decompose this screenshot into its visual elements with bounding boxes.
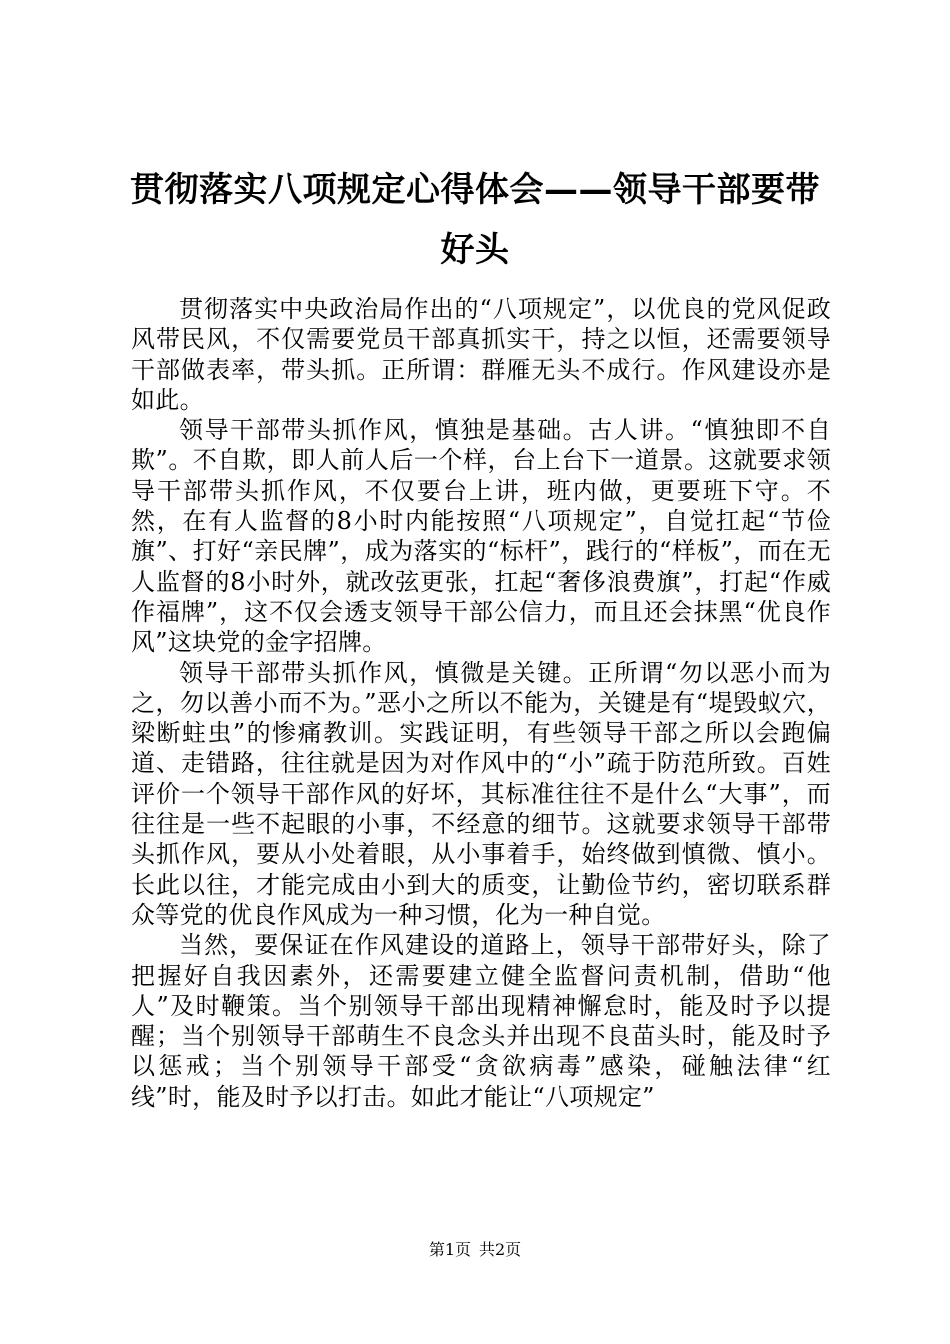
paragraph: 贯彻落实中央政治局作出的“八项规定”，以优良的党风促政风带民风，不仅需要党员干部真抓实干，持之以恒，还需要领导干部做表率，带头抓。正所谓：群雁无头不成行。作风建设亦是如此。: [131, 295, 831, 414]
page-number: 第1页: [428, 1240, 471, 1259]
page-footer: [0, 1240, 950, 1260]
document-title: 贯彻落实八项规定心得体会——领导干部要带好头: [130, 170, 820, 270]
paragraph: 领导干部带头抓作风，慎独是基础。古人讲。“慎独即不自欺”。不自欺，即人前人后一个样，台上台下一道景。这就要求领导干部带头抓作风，不仅要台上讲，班内做，更要班下守。不然，在有人监督的8小时内能按照“八项规定”，自觉扛起“节俭旗”、打好“亲民牌”，成为落实的“标杆”，践行的“样板”，而在无人监督的8小时外，就改弦更张，扛起“奢侈浪费旗”，打起“作威作福牌”，这不仅会透支领导干部公信力，而且还会抹黑“优良作风”这块党的金字招牌。: [131, 416, 831, 657]
document-body: [131, 294, 831, 1112]
page-total: 共2页: [479, 1240, 522, 1259]
paragraph: 当然，要保证在作风建设的道路上，领导干部带好头，除了把握好自我因素外，还需要建立健全监督问责机制，借助“他人”及时鞭策。当个别领导干部出现精神懈怠时，能及时予以提醒；当个别领导干部萌生不良念头并出现不良苗头时，能及时予以惩戒；当个别领导干部受“贪欲病毒”感染，碰触法律“红线”时，能及时予以打击。如此才能让“八项规定”: [131, 931, 831, 1111]
paragraph: 领导干部带头抓作风，慎微是关键。正所谓“勿以恶小而为之，勿以善小而不为。”恶小之所以不能为，关键是有“堤毁蚁穴，梁断蛀虫”的惨痛教训。实践证明，有些领导干部之所以会跑偏道、走错路，往往就是因为对作风中的“小”疏于防范所致。百姓评价一个领导干部作风的好坏，其标准往往不是什么“大事”，而往往是一些不起眼的小事，不经意的细节。这就要求领导干部带头抓作风，要从小处着眼，从小事着手，始终做到慎微、慎小。长此以往，才能完成由小到大的质变，让勤俭节约，密切联系群众等党的优良作风成为一种习惯，化为一种自觉。: [131, 658, 831, 929]
